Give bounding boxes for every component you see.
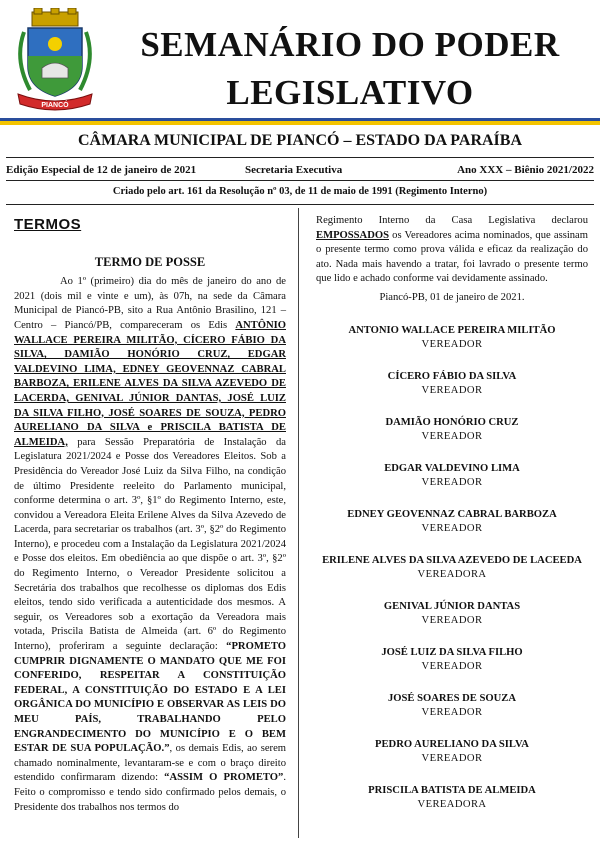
secretaria-label: Secretaria Executiva: [245, 164, 343, 176]
signer-role: VEREADOR: [421, 706, 483, 718]
signer-role: VEREADOR: [421, 522, 483, 534]
divider: [6, 180, 594, 181]
divider: [6, 157, 594, 158]
signer-name: JOSÉ SOARES DE SOUZA: [387, 692, 517, 704]
article-heading: TERMO DE POSSE: [94, 254, 206, 269]
signer-role: VEREADORA: [417, 798, 487, 810]
signer-name: ERILENE ALVES DA SILVA AZEVEDO DE LACEEDA: [322, 554, 582, 566]
councilor-names: ANTÔNIO WALLACE PEREIRA MILITÃO, CÍCERO FÁBIO DA SILVA, DAMIÃO HONÓRIO CRUZ, EDGAR VALDEVINO LIMA, EDNEY GEOVENNAZ CABRAL BARBOZA, ERILENE ALVES DA SILVA AZEVEDO DE LACERDA, GENIVAL JÚNIOR DANTAS, JOSÉ LUIZ DA SILVA FILHO, JOSÉ SOARES DE SOUZA, PEDRO AURELIANO DA SILVA e PRISCILA BATISTA DE ALMEIDA,: [14, 319, 286, 448]
masthead-title-line2: LEGISLATIVO: [226, 73, 474, 112]
creation-note: Criado pelo art. 161 da Resolução nº 03, de 11 de maio de 1991 (Regimento Interno): [112, 186, 488, 197]
signature-block: [316, 784, 588, 812]
signer-role: VEREADORA: [417, 568, 487, 580]
masthead-title-line1: SEMANÁRIO DO PODER: [140, 25, 560, 64]
signer-name: CÍCERO FÁBIO DA SILVA: [387, 370, 517, 382]
signer-name: EDGAR VALDEVINO LIMA: [384, 462, 520, 474]
signature-block: [316, 554, 588, 582]
paragraph-text: Ao 1º (primeiro) dia do mês de janeiro do ano de 2021 (dois mil e vinte e um), às 07h, na sede da Câmara Municipal de Piancó-PB, sito a Rua Antônio Brasilino, 121 – Centro – Piancó/PB, compareceram os Edis: [14, 276, 286, 331]
signer-name: GENIVAL JÚNIOR DANTAS: [383, 600, 521, 612]
document-date: Piancó-PB, 01 de janeiro de 2021.: [379, 291, 525, 303]
signer-name: JOSÉ LUIZ DA SILVA FILHO: [381, 646, 523, 658]
continuation-paragraph: [316, 214, 588, 287]
posse-paragraph: [14, 275, 286, 815]
signature-block: [316, 692, 588, 720]
signature-block: [316, 416, 588, 444]
masthead: [0, 0, 600, 120]
paragraph-text: Regimento Interno da Casa Legislativa declarou: [316, 215, 588, 226]
yellow-stripe: [0, 121, 600, 125]
signer-name: PEDRO AURELIANO DA SILVA: [375, 738, 529, 750]
year-label: Ano XXX – Biênio 2021/2022: [457, 164, 594, 176]
assim-o-prometo: “ASSIM O PROMETO”: [164, 772, 284, 784]
oath-text: “PROMETO CUMPRIR DIGNAMENTE O MANDATO QUE ME FOI CONFERIDO, RESPEITAR A CONSTITUIÇÃO FEDERAL, A CONSTITUIÇÃO DO ESTADO E A LEI ORGÂNICA DO MUNICÍPIO E OBSERVAR AS LEIS DO MEU PAÍS, TRABALHANDO PELO ENGRANDECIMENTO DO MUNICÍPIO E O BEM ESTAR DE SUA POPULAÇÃO.”: [14, 641, 286, 755]
paragraph-text: para Sessão Preparatória de Instalação da Legislatura 2021/2024 e Posse dos Vereadores Eleitos. Sob a Presidência do Vereador José Luiz da Silva Filho, na condição de último Presidente reeleito do Parlamento municipal, conforme determina o art. 3º, §1º do Regimento Interno, este, convidou a Vereadora Eleita Erilene Alves da Silva Azevedo de Lacerda, para secretariar os trabalhos (art. 3º, §2º do Regimento Interno), e procedeu com a Instalação da Legislatura 2021/2024 e Posse dos eleitos. Em obediência ao que dispõe o art. 3º, §2º do Regimento Interno, o Vereador Presidente solicitou a Secretária dos trabalhos que recolhesse os diplomas dos Edis eleitos, tendo sido verificada a autenticidade dos mesmos. A seguir, os Vereadores sob a exortação da Vereadora mais votada, Priscila Batista de Almeida (art. 6º do Regimento Interno), proferiram a seguinte declaração:: [14, 436, 286, 653]
signer-name: EDNEY GEOVENNAZ CABRAL BARBOZA: [347, 508, 557, 520]
signer-role: VEREADOR: [421, 430, 483, 442]
signer-role: VEREADOR: [421, 614, 483, 626]
signature-block: [316, 738, 588, 766]
pianco-coat-of-arms-icon: [12, 8, 98, 114]
signature-block: [316, 646, 588, 674]
left-column: [14, 218, 286, 815]
signature-list: [316, 324, 588, 812]
paragraph-text: , os demais Edis, ao serem chamado nominalmente, levantaram-se e com o braço direito estendido confirmaram dizendo:: [14, 743, 287, 784]
right-column: [316, 214, 588, 812]
svg-text:PIANCÓ: PIANCÓ: [41, 102, 69, 109]
paragraph-text: os Vereadores acima nominados, que assinam o presente termo como prova válida e eficaz da realização do ato. Nada mais havendo a tratar, foi lavrado o presente termo que lido e achado conforme vai devidamente assinado.: [316, 229, 588, 285]
signer-role: VEREADOR: [421, 476, 483, 488]
signer-role: VEREADOR: [421, 660, 483, 672]
signature-block: [316, 508, 588, 536]
signer-role: VEREADOR: [421, 384, 483, 396]
divider: [6, 204, 594, 205]
empossados-word: EMPOSSADOS: [316, 229, 389, 241]
chamber-subtitle: CÂMARA MUNICIPAL DE PIANCÓ – ESTADO DA PARAÍBA: [77, 132, 522, 149]
signer-name: DAMIÃO HONÓRIO CRUZ: [385, 416, 519, 428]
signature-block: [316, 462, 588, 490]
edition-date: Edição Especial de 12 de janeiro de 2021: [6, 164, 197, 176]
paragraph-text: . Feito o compromisso e tendo sido confirmado pelos demais, o Presidente dos trabalhos nos termos do: [14, 772, 286, 813]
signature-block: [316, 324, 588, 352]
signer-name: PRISCILA BATISTA DE ALMEIDA: [368, 784, 536, 796]
signature-block: [316, 370, 588, 398]
column-divider: [298, 208, 299, 838]
signature-block: [316, 600, 588, 628]
signer-name: ANTONIO WALLACE PEREIRA MILITÃO: [348, 324, 556, 336]
signer-role: VEREADOR: [421, 752, 483, 764]
section-heading: TERMOS: [14, 216, 82, 233]
signer-role: VEREADOR: [421, 338, 483, 350]
